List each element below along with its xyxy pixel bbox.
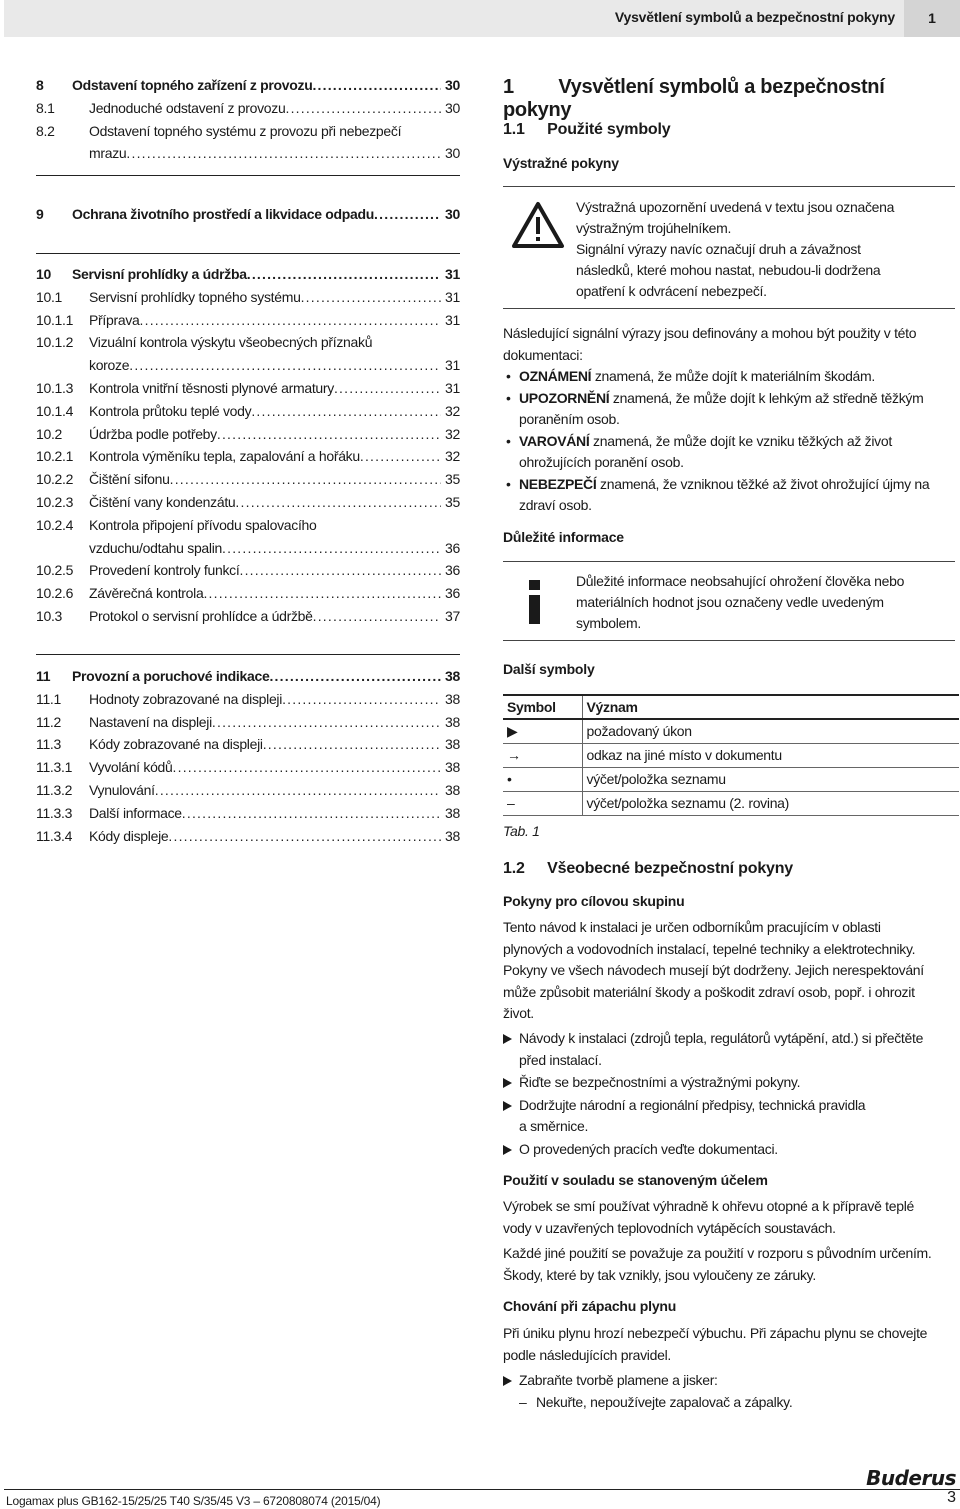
- list-item: [503, 1028, 955, 1071]
- toc-entry[interactable]: [36, 286, 460, 308]
- toc-label: koroze: [89, 357, 130, 374]
- toc-entry[interactable]: [36, 559, 460, 581]
- toc-entry[interactable]: [36, 468, 460, 490]
- toc-number: 10.2: [36, 425, 63, 442]
- signal-word: NEBEZPEČÍ: [519, 475, 597, 492]
- sub-step-text: Nekuřte, nepoužívejte zapalovač a zápalky.: [536, 1393, 793, 1410]
- toc-leader-dots: [173, 756, 441, 778]
- toc-leader-dots: [212, 711, 441, 733]
- toc-number: 11.3.2: [36, 782, 73, 798]
- section-title-text: Vysvětlení symbolů a bezpečnostní pokyny: [503, 76, 885, 121]
- toc-number: 10.2.4: [36, 516, 74, 533]
- toc-separator: [36, 175, 460, 176]
- toc-label: Závěrečná kontrola: [89, 585, 204, 602]
- toc-label: Nastavení na displeji: [89, 713, 212, 730]
- toc-label-text: Odstavení topného zařízení z provozu: [72, 77, 313, 93]
- toc-separator: [36, 654, 460, 655]
- toc-page-number: 38: [445, 782, 460, 798]
- toc-number: 11.1: [36, 690, 62, 707]
- toc-page-number: 38: [445, 713, 460, 730]
- toc-number: 11.3.1: [36, 759, 73, 776]
- toc-entry[interactable]: [36, 354, 460, 376]
- signal-description: znamená, že může dojít k lehkým až středně těžkým: [609, 389, 924, 406]
- signal-word: UPOZORNĚNÍ: [519, 389, 610, 406]
- toc-leader-dots: [247, 263, 441, 285]
- toc-leader-dots: [168, 825, 441, 847]
- footer-rule: [4, 1489, 960, 1490]
- toc-leader-dots: [222, 537, 441, 559]
- list-item: [503, 431, 955, 474]
- note-line: symbolem.: [576, 615, 641, 631]
- page-number: 3: [947, 1489, 956, 1506]
- text-line: život.: [503, 1005, 534, 1021]
- toc-entry[interactable]: [36, 665, 460, 687]
- toc-entry[interactable]: [36, 802, 460, 824]
- toc-page-number: 35: [445, 494, 460, 510]
- toc-page-number: 31: [445, 288, 460, 305]
- toc-entry[interactable]: [36, 423, 460, 445]
- toc-leader-dots: [203, 582, 441, 604]
- warning-note-text: [576, 197, 955, 302]
- footer-document-id: Logamax plus GB162-15/25/25 T40 S/35/45 V3 – 6720808074 (2015/04): [6, 1494, 381, 1508]
- toc-page-number: 36: [445, 539, 460, 556]
- info-heading: Důležité informace: [503, 529, 624, 545]
- toc-entry[interactable]: [36, 309, 460, 331]
- list-item: [503, 388, 955, 431]
- symbol-cell: →: [503, 743, 582, 767]
- intended-use-heading: Použití v souladu se stanoveným účelem: [503, 1172, 768, 1188]
- signal-description: znamená, že může dojít k materiálním škodám.: [591, 368, 875, 384]
- toc-label: Hodnoty zobrazované na displeji: [89, 690, 283, 707]
- toc-page-number: 31: [445, 357, 460, 374]
- text-line: podle následujících pravidel.: [503, 1346, 671, 1363]
- toc-label: Čištění vany kondenzátu: [89, 494, 236, 510]
- toc-page-number: 35: [445, 471, 460, 488]
- note-line: opatření k odvrácení nebezpečí.: [576, 283, 767, 299]
- toc-label: Protokol o servisní prohlídce a údržbě: [89, 608, 313, 624]
- symbol-cell: –: [503, 791, 582, 815]
- toc-number: 10.2.3: [36, 494, 74, 510]
- toc-label: Další informace: [89, 804, 182, 821]
- toc-number: 10.3: [36, 608, 63, 624]
- note-line: výstražným trojúhelníkem.: [576, 220, 732, 236]
- gas-smell-steps: [503, 1370, 955, 1413]
- toc-page-number: 30: [445, 99, 460, 116]
- toc-label: Vynulování: [89, 782, 155, 798]
- section-1-2-title: [503, 860, 955, 878]
- toc-entry[interactable]: [36, 491, 460, 513]
- toc-page-number: 36: [445, 585, 460, 602]
- toc-number: 10: [36, 266, 51, 282]
- toc-entry[interactable]: [36, 263, 460, 285]
- arrow-icon: [503, 1078, 512, 1088]
- toc-number: 10.1.1: [36, 311, 74, 328]
- subsection-title-text: Všeobecné bezpečnostní pokyny: [547, 860, 793, 877]
- toc-label: Kódy displeje: [89, 827, 169, 844]
- toc-number: 10.2.1: [36, 448, 74, 465]
- toc-leader-dots: [360, 445, 441, 467]
- signal-description: znamená, že může dojít ke vzniku těžkých až život: [589, 432, 892, 449]
- toc-leader-dots: [282, 688, 441, 710]
- toc-label: [36, 203, 374, 225]
- toc-label: Odstavení topného systému z provozu při nebezpečí: [89, 122, 402, 139]
- subsection-title-text: Použité symboly: [547, 121, 671, 138]
- toc-label: Čištění sifonu: [89, 471, 170, 488]
- toc-entry[interactable]: [36, 74, 460, 96]
- toc-page-number: 38: [445, 759, 460, 776]
- toc-leader-dots: [251, 400, 441, 422]
- note-line: Výstražná upozornění uvedená v textu jsou označena: [576, 199, 895, 215]
- toc-page-number: 36: [445, 562, 460, 579]
- toc-page-number: 38: [445, 827, 460, 844]
- step-text: a směrnice.: [519, 1118, 589, 1134]
- toc-number: 11.3: [36, 736, 62, 753]
- toc-leader-dots: [239, 559, 441, 581]
- toc-number: 11.3.4: [36, 827, 73, 844]
- arrow-icon: [503, 1376, 512, 1386]
- toc-label: Kontrola připojení přívodu spalovacího: [89, 516, 317, 533]
- toc-label: Vyvolání kódů: [89, 759, 173, 776]
- list-item: [503, 366, 955, 388]
- toc-entry[interactable]: [36, 733, 460, 755]
- toc-label: Příprava: [89, 311, 140, 328]
- toc-leader-dots: [170, 468, 441, 490]
- toc-number: 10.1.4: [36, 402, 74, 419]
- toc-label: Kontrola průtoku teplé vody: [89, 402, 252, 419]
- toc-leader-dots: [285, 97, 441, 119]
- toc-page-number: 32: [445, 425, 460, 442]
- toc-number: 10.2.5: [36, 562, 74, 579]
- signal-description-cont: poraněním osob.: [519, 411, 620, 427]
- text-line: vody v uzavřených teplovodních vytápěcích soustavách.: [503, 1219, 836, 1236]
- section-title: [503, 76, 955, 122]
- section-number: 1: [503, 76, 514, 98]
- toc-entry[interactable]: [36, 711, 460, 733]
- toc-entry[interactable]: [36, 203, 460, 225]
- toc-label-text: Ochrana životního prostředí a likvidace odpadu: [72, 206, 375, 222]
- other-symbols-heading: Další symboly: [503, 661, 595, 677]
- meaning-cell: výčet/položka seznamu (2. rovina): [582, 791, 959, 815]
- header-title: Vysvětlení symbolů a bezpečnostní pokyny: [614, 9, 895, 25]
- text-line: Každé jiné použití se považuje za použití v rozporu s původním určením.: [503, 1245, 932, 1261]
- toc-page-number: 32: [445, 448, 460, 465]
- toc-number: 10.1.2: [36, 334, 74, 351]
- table-caption: Tab. 1: [503, 823, 540, 839]
- toc-leader-dots: [269, 665, 441, 687]
- toc-number: 11.3.3: [36, 804, 73, 821]
- toc-label: Servisní prohlídky topného systému: [89, 288, 301, 305]
- signal-intro: [503, 323, 955, 366]
- toc-label: Provedení kontroly funkcí: [89, 562, 240, 579]
- text-line: Pokyny ve všech návodech musejí být dodrženy. Jejich nerespektování: [503, 962, 924, 978]
- toc-page-number: 31: [445, 311, 460, 328]
- subsection-number: 1.1: [503, 121, 525, 138]
- signal-description: znamená, že vzniknou těžké až život ohrožující újmy na: [596, 475, 930, 492]
- toc-number: 8.2: [36, 122, 55, 139]
- target-group-steps: [503, 1028, 955, 1161]
- meaning-cell: výčet/položka seznamu: [582, 767, 959, 791]
- toc-leader-dots: [301, 286, 441, 308]
- list-item: [503, 1072, 955, 1094]
- step-text: Návody k instalaci (zdrojů tepla, regulátorů vytápění, atd.) si přečtěte: [519, 1030, 924, 1046]
- info-note-text: [576, 571, 955, 634]
- toc-page-number: 37: [445, 608, 460, 624]
- toc-leader-dots: [182, 802, 441, 824]
- toc-page-number: 30: [445, 77, 460, 93]
- toc-page-number: 38: [445, 804, 460, 821]
- target-group-text: [503, 917, 955, 1025]
- toc-leader-dots: [334, 377, 441, 399]
- toc-leader-dots: [129, 354, 441, 376]
- signal-word: OZNÁMENÍ: [519, 368, 592, 384]
- toc-leader-dots: [155, 779, 441, 801]
- toc-entry[interactable]: [36, 779, 460, 801]
- toc-number: 10.2.6: [36, 585, 74, 602]
- toc-entry[interactable]: [36, 688, 460, 710]
- meaning-cell: požadovaný úkon: [582, 719, 959, 743]
- list-item: [503, 1370, 955, 1392]
- toc-label: Kontrola výměníku tepla, zapalování a hořáku: [89, 448, 360, 465]
- step-text: před instalací.: [519, 1051, 602, 1068]
- toc-page-number: 30: [445, 145, 460, 162]
- toc-page-number: 38: [445, 668, 460, 684]
- toc-leader-dots: [374, 203, 441, 225]
- toc-entry[interactable]: [36, 756, 460, 778]
- toc-entry[interactable]: [36, 400, 460, 422]
- signal-intro-line: Následující signální výrazy jsou definovány a mohou být použity v této: [503, 325, 917, 341]
- list-item: [503, 1095, 955, 1138]
- buderus-logo: Buderus: [866, 1466, 956, 1490]
- toc-entry[interactable]: [36, 97, 460, 119]
- toc-entry[interactable]: [36, 331, 460, 353]
- toc-label: Kontrola vnitřní těsnosti plynové armatury: [89, 380, 334, 396]
- gas-smell-heading: Chování při zápachu plynu: [503, 1298, 677, 1314]
- list-item: [503, 1139, 955, 1161]
- toc-number: 11.2: [36, 713, 62, 730]
- note-line: materiálních hodnot jsou označeny vedle uvedeným: [576, 594, 884, 610]
- toc-entry[interactable]: [36, 582, 460, 604]
- note-line: Signální výrazy navíc označují druh a závažnost: [576, 241, 861, 257]
- toc-entry[interactable]: [36, 120, 460, 142]
- gas-smell-text: [503, 1323, 955, 1366]
- toc-label-text: Provozní a poruchové indikace: [72, 668, 270, 684]
- toc-number: 8.1: [36, 99, 55, 116]
- text-line: Při úniku plynu hrozí nebezpečí výbuchu. Při zápachu plynu se chovejte: [503, 1325, 928, 1341]
- toc-separator: [36, 253, 460, 254]
- toc-page-number: 32: [445, 402, 460, 419]
- signal-words-list: [503, 366, 955, 517]
- sub-list-item: [503, 1392, 955, 1414]
- intended-use-text-1: [503, 1196, 955, 1239]
- text-line: plynových a vodovodních instalací, tepelné techniky a elektrotechniky.: [503, 940, 916, 957]
- warnings-heading: Výstražné pokyny: [503, 155, 619, 171]
- toc-leader-dots: [217, 423, 441, 445]
- toc-page-number: 31: [445, 266, 460, 282]
- toc-number: 9: [36, 206, 44, 222]
- toc-label: vzduchu/odtahu spalin: [89, 539, 223, 556]
- toc-page-number: 30: [445, 206, 460, 222]
- toc-number: 11: [36, 668, 51, 684]
- toc-label: [36, 263, 247, 285]
- subsection-number: 1.2: [503, 860, 525, 877]
- toc-page-number: 31: [445, 380, 460, 396]
- table-row: [503, 791, 959, 815]
- symbols-table: [503, 694, 959, 816]
- toc-leader-dots: [313, 605, 441, 627]
- subsection-title: [503, 121, 955, 139]
- column-header: Symbol: [503, 695, 582, 719]
- list-item: [503, 474, 955, 517]
- toc-label: mrazu: [89, 145, 127, 162]
- toc-entry[interactable]: [36, 445, 460, 467]
- warning-note: [503, 186, 955, 309]
- toc-label: Kódy zobrazované na displeji: [89, 736, 263, 753]
- text-line: může způsobit materiální škody a poškodit zdraví osob, popř. i ohrozit: [503, 983, 915, 1000]
- toc-leader-dots: [312, 74, 441, 96]
- text-line: Tento návod k instalaci je určen odborníkům pracujícím v oblasti: [503, 919, 881, 935]
- toc-entry[interactable]: [36, 514, 460, 536]
- intended-use-text-2: [503, 1243, 955, 1286]
- toc-number: 10.1.3: [36, 380, 74, 396]
- header-chapter-number: 1: [904, 0, 960, 37]
- signal-intro-line: dokumentaci:: [503, 346, 583, 363]
- toc-entry[interactable]: [36, 825, 460, 847]
- text-line: Výrobek se smí používat výhradně k ohřevu otopné a k přípravě teplé: [503, 1198, 915, 1214]
- note-line: následků, které mohou nastat, nebudou-li dodržena: [576, 262, 881, 278]
- toc-number: 10.1: [36, 288, 63, 305]
- signal-description-cont: zdraví osob.: [519, 497, 592, 513]
- symbol-cell: •: [503, 767, 582, 791]
- signal-description-cont: ohrožujících poranění osob.: [519, 454, 684, 470]
- table-row: [503, 767, 959, 791]
- info-icon: [522, 578, 552, 626]
- toc-leader-dots: [235, 491, 441, 513]
- toc-entry[interactable]: [36, 142, 460, 164]
- toc-entry[interactable]: [36, 537, 460, 559]
- toc-page-number: 38: [445, 736, 460, 753]
- column-header: Význam: [582, 695, 959, 719]
- toc-leader-dots: [126, 142, 441, 164]
- step-text: Řiďte se bezpečnostními a výstražnými pokyny.: [519, 1074, 801, 1090]
- note-line: Důležité informace neobsahující ohrožení člověka nebo: [576, 573, 905, 589]
- symbol-cell: ▶: [503, 719, 582, 743]
- arrow-icon: [503, 1145, 512, 1155]
- toc-entry[interactable]: [36, 605, 460, 627]
- toc-leader-dots: [140, 309, 442, 331]
- toc-page-number: 38: [445, 690, 460, 707]
- step-text: O provedených pracích veďte dokumentaci.: [519, 1140, 778, 1157]
- toc-number: 8: [36, 77, 44, 93]
- toc-label: Vizuální kontrola výskytu všeobecných příznaků: [89, 334, 373, 351]
- table-of-contents: [36, 0, 460, 860]
- table-header-row: [503, 695, 959, 719]
- arrow-icon: [503, 1034, 512, 1044]
- step-text: Zabraňte tvorbě plamene a jisker:: [519, 1372, 718, 1388]
- toc-label: Údržba podle potřeby: [89, 425, 217, 442]
- toc-label: [36, 665, 269, 687]
- toc-leader-dots: [263, 733, 441, 755]
- warning-triangle-icon: [511, 201, 565, 249]
- toc-entry[interactable]: [36, 377, 460, 399]
- info-note: [503, 561, 955, 641]
- toc-label-text: Servisní prohlídky a údržba: [72, 266, 247, 282]
- arrow-icon: [503, 1101, 512, 1111]
- text-line: Škody, které by tak vznikly, jsou vyloučeny ze záruky.: [503, 1266, 816, 1283]
- toc-label: [36, 74, 312, 96]
- table-row: [503, 719, 959, 743]
- step-text: Dodržujte národní a regionální předpisy, technická pravidla: [519, 1096, 866, 1113]
- table-row: [503, 743, 959, 767]
- toc-number: 10.2.2: [36, 471, 74, 488]
- meaning-cell: odkaz na jiné místo v dokumentu: [582, 743, 959, 767]
- toc-label: Jednoduché odstavení z provozu: [89, 99, 286, 116]
- target-group-heading: Pokyny pro cílovou skupinu: [503, 893, 685, 909]
- signal-word: VAROVÁNÍ: [519, 432, 590, 449]
